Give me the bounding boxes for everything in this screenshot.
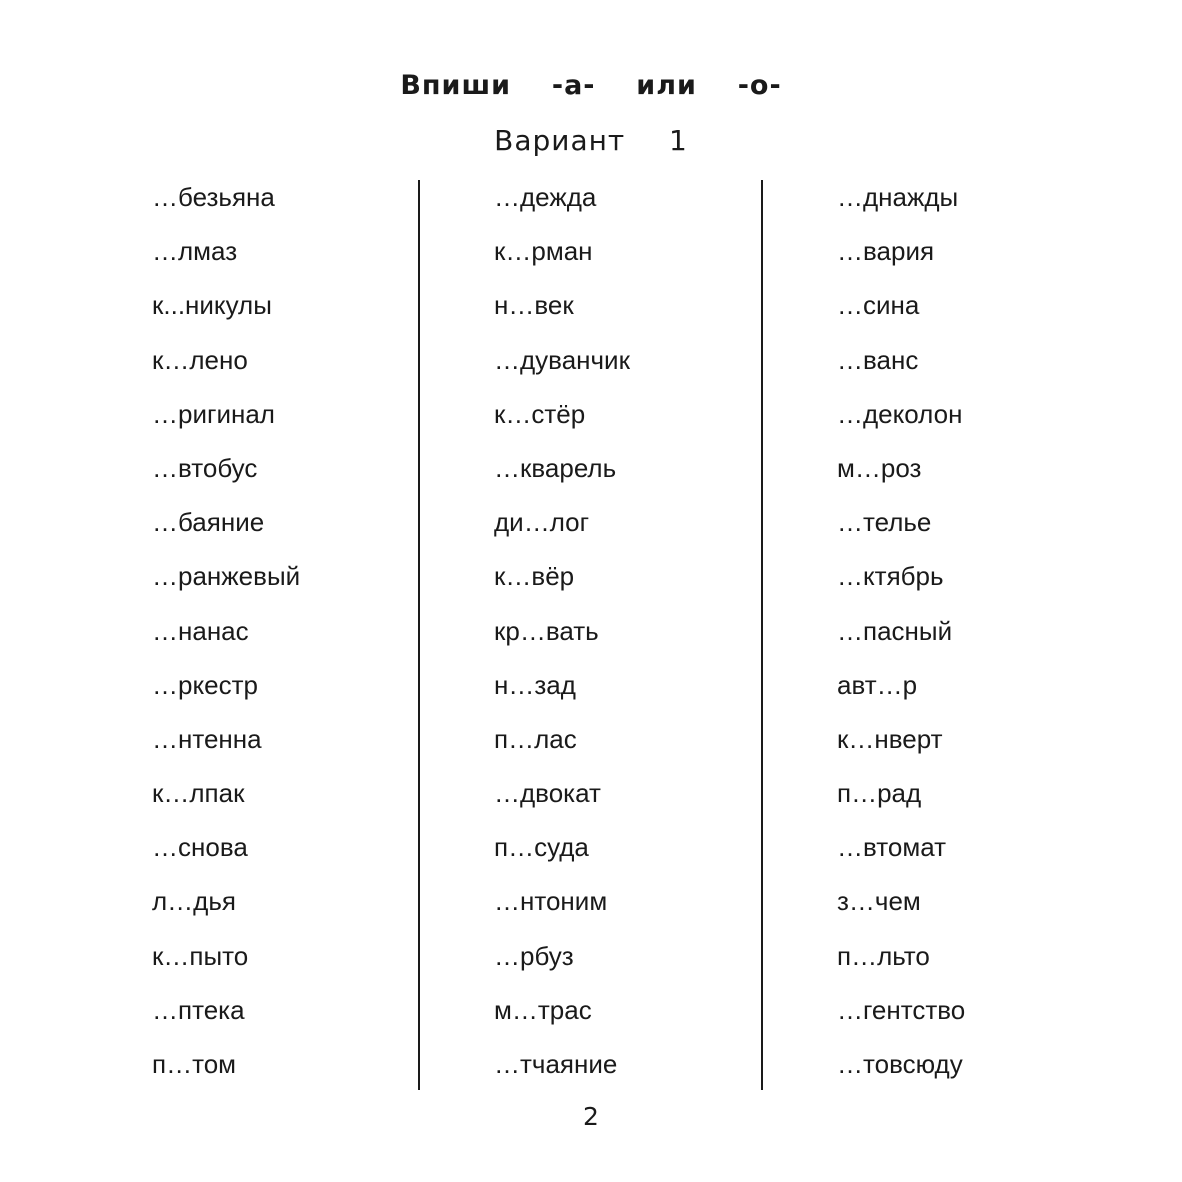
word-item: …дежда xyxy=(494,182,597,212)
word-item: к…нверт xyxy=(837,723,943,754)
column-divider-2 xyxy=(761,180,763,1090)
word-item: л…дья xyxy=(152,886,236,917)
word-item: …сина xyxy=(837,290,920,321)
word-item: …рбуз xyxy=(494,940,574,971)
word-item: …товсюду xyxy=(837,1049,963,1079)
word-item: …ктябрь xyxy=(837,561,944,592)
word-item: …вария xyxy=(837,236,935,267)
word-item: …лмаз xyxy=(152,236,238,267)
word-item: к…рман xyxy=(494,236,593,267)
word-item: …дуванчик xyxy=(494,344,630,375)
word-item: …втобус xyxy=(152,452,258,483)
word-item: …птека xyxy=(152,994,245,1025)
word-item: к…стёр xyxy=(494,398,586,429)
word-item: …втомат xyxy=(837,832,946,863)
word-column-3 xyxy=(837,181,965,1102)
word-item: п…том xyxy=(152,1049,237,1079)
word-item: …двокат xyxy=(494,778,601,809)
word-item: кр…вать xyxy=(494,615,599,646)
word-item: …баяние xyxy=(152,507,265,538)
word-item: …деколон xyxy=(837,398,963,429)
word-item: …нтенна xyxy=(152,723,262,754)
word-item: …нанас xyxy=(152,615,249,646)
page-title: Впиши -а- или -о- xyxy=(400,70,782,101)
word-item: к…пыто xyxy=(152,940,249,971)
word-column-2 xyxy=(494,181,630,1102)
word-item: к…лено xyxy=(152,344,248,375)
word-item: …кварель xyxy=(494,452,617,483)
word-item: м…трас xyxy=(494,994,592,1025)
word-item: н…зад xyxy=(494,669,576,700)
word-item: …тчаяние xyxy=(494,1049,618,1079)
word-item: к...никулы xyxy=(152,290,272,321)
word-item: ди…лог xyxy=(494,507,590,538)
word-item: …ванс xyxy=(837,344,919,375)
word-item: …безьяна xyxy=(152,182,275,212)
word-item: …ригинал xyxy=(152,398,275,429)
variant-label: Вариант 1 xyxy=(494,124,688,157)
word-item: п…рад xyxy=(837,778,922,809)
word-item: …нтоним xyxy=(494,886,608,917)
word-item: п…льто xyxy=(837,940,930,971)
word-item: з…чем xyxy=(837,886,921,917)
word-item: …ранжевый xyxy=(152,561,301,592)
word-column-1 xyxy=(152,181,300,1102)
word-item: к…вёр xyxy=(494,561,575,592)
word-item: …днажды xyxy=(837,182,959,212)
word-item: к…лпак xyxy=(152,778,245,809)
word-item: н…век xyxy=(494,290,574,321)
word-item: …пасный xyxy=(837,615,953,646)
word-item: …телье xyxy=(837,507,932,538)
word-item: …гентство xyxy=(837,994,966,1025)
word-item: авт…р xyxy=(837,669,918,700)
word-item: …ркестр xyxy=(152,669,258,700)
word-item: м…роз xyxy=(837,452,922,483)
word-item: …снова xyxy=(152,832,248,863)
word-item: п…суда xyxy=(494,832,589,863)
page-number: 2 xyxy=(583,1102,599,1131)
column-divider-1 xyxy=(418,180,420,1090)
word-item: п…лас xyxy=(494,723,577,754)
